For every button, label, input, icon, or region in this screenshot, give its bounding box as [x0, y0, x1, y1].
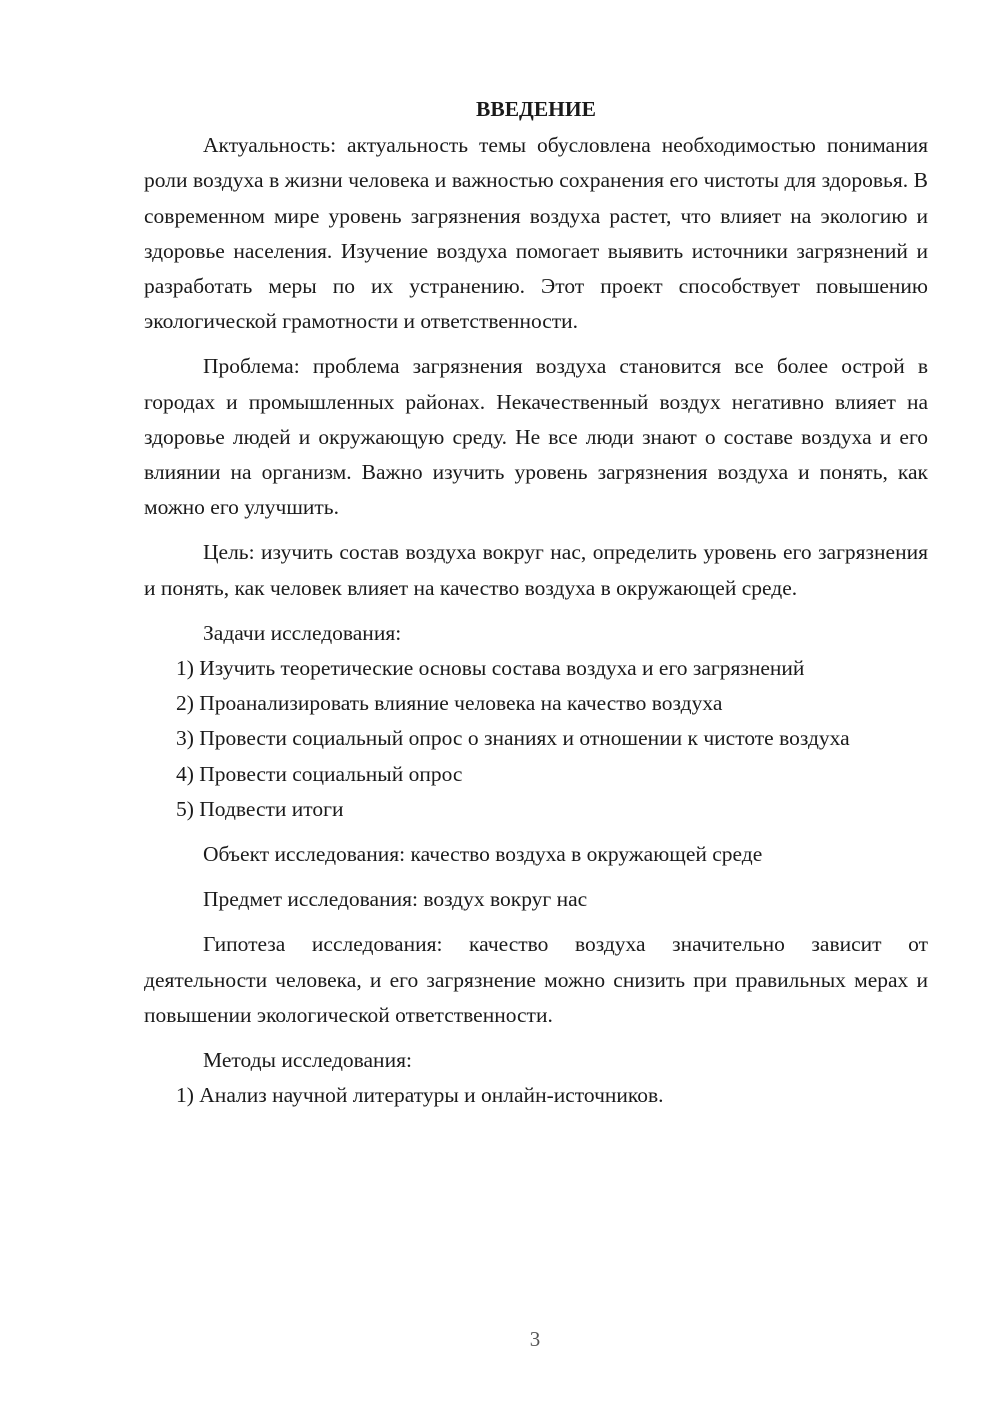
problem-paragraph: Проблема: проблема загрязнения воздуха становится все более острой в городах и промышленных районах. Некачественный воздух негативно влияет на здоровье людей и окружающую среду. Не все люди знают о составе воздуха и его влиянии на организм. Важно изучить уровень загрязнения воздуха и понять, как можно его улучшить. — [144, 354, 928, 520]
task-item: 1) Изучить теоретические основы состава воздуха и его загрязнений — [176, 656, 805, 681]
tasks-heading: Задачи исследования: — [203, 620, 402, 645]
page-number: 3 — [529, 1327, 541, 1351]
task-item: 3) Провести социальный опрос о знаниях и отношении к чистоте воздуха — [176, 726, 850, 751]
object-paragraph: Объект исследования: качество воздуха в окружающей среде — [203, 842, 763, 867]
document-page — [144, 92, 928, 1113]
method-item: 1) Анализ научной литературы и онлайн-источников. — [176, 1083, 664, 1108]
task-item: 4) Провести социальный опрос — [176, 761, 463, 786]
task-item: 5) Подвести итоги — [176, 796, 344, 821]
task-item: 2) Проанализировать влияние человека на качество воздуха — [176, 691, 723, 716]
subject-paragraph: Предмет исследования: воздух вокруг нас — [203, 887, 588, 912]
goal-paragraph: Цель: изучить состав воздуха вокруг нас, определить уровень его загрязнения и понять, как человек влияет на качество воздуха в окружающей среде. — [144, 540, 928, 600]
section-title: ВВЕДЕНИЕ — [476, 97, 596, 121]
hypothesis-paragraph: Гипотеза исследования: качество воздуха значительно зависит от деятельности человека, и его загрязнение можно снизить при правильных мерах и повышении экологической ответственности. — [144, 932, 928, 1027]
relevance-paragraph: Актуальность: актуальность темы обусловлена необходимостью понимания роли воздуха в жизни человека и важностью сохранения его чистоты для здоровья. В современном мире уровень загрязнения воздуха растет, что влияет на экологию и здоровье населения. Изучение воздуха помогает выявить источники загрязнений и разработать меры по их устранению. Этот проект способствует повышению экологической грамотности и ответственности. — [144, 133, 928, 334]
methods-heading: Методы исследования: — [203, 1048, 412, 1073]
